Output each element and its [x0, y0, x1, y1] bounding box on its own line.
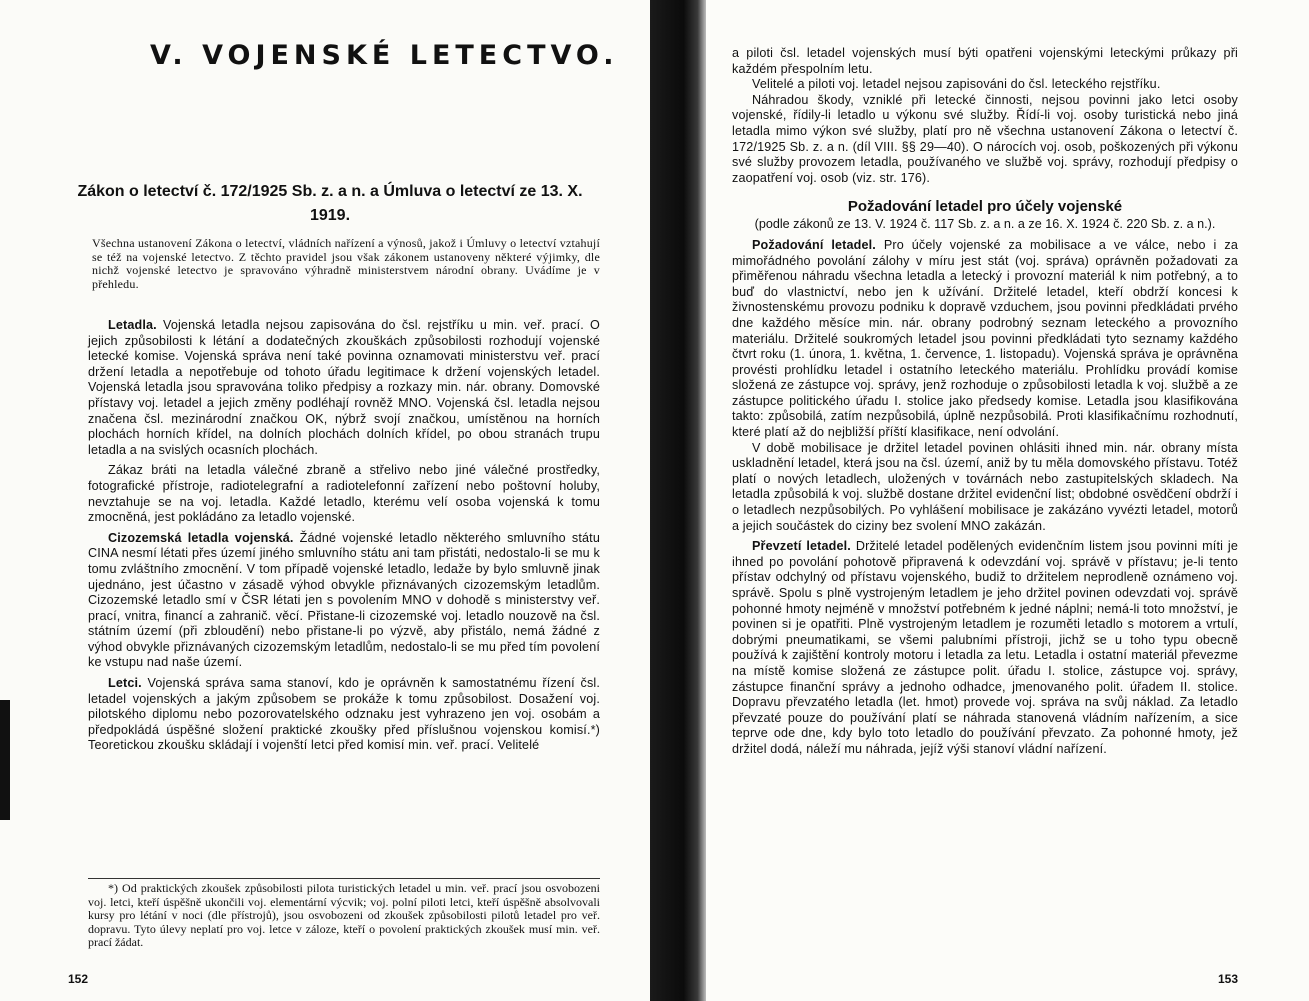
page-number-right: 153: [1218, 972, 1239, 986]
paragraph-lead: Letci.: [108, 676, 142, 691]
page-edge-mark: [0, 700, 10, 820]
paragraph-text: Vojenská letadla nejsou zapisována do čsl. rejstříku u min. veř. prací. O jejich způsobilosti k létání a dodatečných zkouškách způsobilosti rozhodují vojenské letecké komise. Vojenská správa není také povinna oznamovati ministerstvu veř. prací držení letadla a nepotřebuje od tohoto úřadu legitimace k držení vojenských letadel. Vojenská letadla jsou spravována toliko předpisy a rozkazy min. nár. obrany. Domovské přístavy voj. letadel a jejich změny podléhají rovněž MNO. Vojenská čsl. letadla nejsou značena čsl. mezinárodní značkou OK, nýbrž svojí značkou, umístěnou na horních plochách horních křídel, na dolních plochách dolních křídel, po obou stranách trupu letadla a na svislých ocasních plochách.: [88, 318, 600, 457]
chapter-title: V. VOJENSKÉ LETECTVO.: [150, 40, 619, 71]
book-spine: [650, 0, 706, 1001]
paragraph-text: V době mobilisace je držitel letadel povinen ohlásiti ihned min. nár. obrany místa uskladnění letadel, která jsou na čsl. území, aniž by tu měla domovského přístavu. Totéž platí o nových letadlech, uložených v továrnách nebo zastupitelských skladech. Na letadla způsobilá k voj. službě dostane držitel evidenční list; obdobné osvědčení obdrží i o letadlech nezpůsobilých. Po vyhlášení mobilisace je zakázáno vyvézti letadel, motorů a jejich součástek do ciziny bez svolení MNO zakázán.: [732, 440, 1238, 533]
paragraph-text: Pro účely vojenské za mobilisace a ve válce, nebo i za mimořádného povolání zálohy v míru jest stát (voj. správa) oprávněn požadovati za přiměřenou náhradu všechna letadla a letecký i provozní materiál k nim potřebný, a to buď do vlastnictví, nebo jen k užívání. Držitelé letadel, kteří obdrží koncesi k živnostenskému provozu podniku k dopravě vzduchem, jsou povinni předkládati prvého dne každého měsíce min. nár. obrany podrobný seznam leteckého a provozního materiálu. Držitelé soukromých letadel jsou povinni předkládati tyto seznamy každého čtvrt roku (1. února, 1. května, 1. července, 1. listopadu). Vojenská správa je oprávněna provésti prohlídku letadel i ostatního leteckého materiálu. Prohlídku provádí komise složená ze zástupce voj. správy, jenž rozhoduje o způsobilosti letadla k voj. službě a ze zástupce politického úřadu I. stolice jako předsedy komise. Letadla jsou klasifikována takto: způsobilá, zatím nezpůsobilá, úplně nezpůsobilá. Proti klasifikačnímu rozhodnutí, které platí až do nejbližší příští klasifikace, není odvolání.: [732, 237, 1238, 440]
intro-paragraph: Všechna ustanovení Zákona o letectví, vládních nařízení a výnosů, jakož i Úmluvy o letectví vztahují se též na vojenské letectvo. Z těchto pravidel jsou však zákonem ustanoveny některé výjimky, dle nichž vojenské letectvo je spravováno výhradně ministerstvem národní obrany. Uvádíme je v přehledu.: [92, 236, 600, 291]
paragraph-text: Zákaz bráti na letadla válečné zbraně a střelivo nebo jiné válečné prostředky, fotografické přístroje, radiotelegrafní a radiotelefonní zařízení nebo poštovní holuby, nevztahuje se na voj. letadla. Každé letadlo, kterému velí osoba vojenská k tomu zmocněná, jest pokládáno za letadlo vojenské.: [88, 463, 600, 525]
footnote-text: *) Od praktických zkoušek způsobilosti pilota turistických letadel u min. veř. prací jsou osvobozeni voj. letci, kteří úspěšně ukončili voj. elementární výcvik; voj. polní piloti letci, kteří úspěšně absolvovali kursy pro létání v noci (dle přístrojů), jsou osvobozeni od zkoušek způsobilosti pilotů letadel pro veř. dopravu. Tyto úlevy neplatí pro voj. letce v záloze, kteří o povolení praktických zkoušek musí min. veř. prací žádat.: [88, 881, 600, 950]
left-page: [0, 0, 650, 1001]
paragraph-cizozemska: [88, 531, 600, 671]
law-heading: Zákon o letectví č. 172/1925 Sb. z. a n. a Úmluva o letectví ze 13. X. 1919.: [77, 183, 583, 224]
paragraph-lead: Požadování letadel.: [752, 237, 876, 252]
left-body: [88, 318, 600, 754]
paragraph-text: Držitelé letadel podělených evidenčním listem jsou povinni míti je ihned po povolání pohotově připravená k odevzdání voj. správě v přístavu; je-li tento přístav odchylný od přístavu vojenského, budiž to držitelem neprodleně oznámeno voj. správě. Spolu s plně vystrojeným letadlem je jeho držitel povinen odevzdati voj. správě pohonné hmoty nejméně v množství potřebném k jedné náplni; nemá-li toto množství, je povinen si je opatřiti. Plně vystrojeným letadlem je rozuměti letadlo s motorem a vrtulí, dobrými pneumatikami, se všemi palubními přístroji, jichž se u toho typu obecně používá k zajištění kontroly motoru i letadla za letu. Letadla i ostatní materiál převezme na místě komise složená ze zástupce polit. úřadu I. stolice, zástupce voj. správy, zástupce finanční správy a jednoho odhadce, jmenovaného polit. úřadem II. stolice. Dopravu převzatého letadla (let. hmot) provede voj. správa na svůj náklad. Za letadlo převzaté pouze do používání platí se náhrada stanovená vládním nařízením, a sice teprve ode dne, kdy bylo toto letadlo do používání převzato. Za pohonné hmoty, jež držitel dodá, náleží mu náhrada, jejíž výši stanoví vládní nařízení.: [732, 539, 1239, 756]
section-subtitle: (podle zákonů ze 13. V. 1924 č. 117 Sb. z. a n. a ze 16. X. 1924 č. 220 Sb. z. a n.).: [754, 217, 1216, 232]
paragraph-prevzeti: [732, 539, 1238, 757]
paragraph-text: Vojenská správa sama stanoví, kdo je oprávněn k samostatnému řízení čsl. letadel vojenských a jakým způsobem se prokáže k tomu způsobilost. Dosažení voj. pilotského diplomu nebo pozorovatelského odznaku jest vyhrazeno jen voj. osobám a předpokládá úspěšné složení praktické zkoušky před příslušnou vojenskou komisí.*) Teoretickou zkoušku skládají i vojenští letci před komisí min. veř. prací. Velitelé: [88, 676, 600, 753]
paragraph-lead: Cizozemská letadla vojenská.: [108, 530, 294, 545]
paragraph-mobilisace: [732, 441, 1238, 535]
footnote: [88, 878, 600, 950]
paragraph-nahrada: Náhradou škody, vzniklé při letecké činnosti, nejsou povinni jako letci osoby vojenské, řídily-li letadlo u výkonu své služby. Řídí-li voj. osoby turistická nebo jiná letadla mimo výkon své služby, platí pro ně všechna ustanovení Zákona o letectví č. 172/1925 Sb. z. a n. (díl VIII. §§ 29—40). O nárocích voj. osob, poškozených při výkonu své služby provozem letadla, používaného ve službě voj. správy, rozhodují předpisy o zaopatření voj. osob (viz. str. 176).: [732, 92, 1238, 185]
right-body: [732, 46, 1238, 758]
paragraph-letci: [88, 676, 600, 754]
paragraph-velitele: Velitelé a piloti voj. letadel nejsou zapisováni do čsl. leteckého rejstříku.: [752, 77, 1161, 92]
continuation-paragraph: a piloti čsl. letadel vojenských musí býti opatřeni vojenskými leteckými průkazy při každém přespolním letu.: [732, 46, 1238, 76]
paragraph-lead: Převzetí letadel.: [752, 539, 851, 554]
section-title: Požadování letadel pro účely vojenské: [847, 198, 1123, 216]
paragraph-letadla: [88, 318, 600, 458]
page-number-left: 152: [68, 972, 89, 986]
paragraph-zakaz: [88, 463, 600, 525]
paragraph-pozadovani: [732, 238, 1238, 441]
paragraph-lead: Letadla.: [108, 318, 157, 332]
paragraph-text: Žádné vojenské letadlo některého smluvního státu CINA nesmí létati přes území jiného smluvního státu ani tam přistáti, nedostalo-li se mu k tomu zvláštního zmocnění. V tom případě vojenské letadlo, ledaže by bylo smluvně jinak ujednáno, jest účastno v zásadě výhod obvykle přiznávaných cizozemským letadlům. Cizozemské letadlo smí v ČSR létati jen s povolením MNO v dohodě s ministerstvy veř. prací, vnitra, financí a zahranič. věcí. Přistane-li cizozemské voj. letadlo nouzově na čsl. státním území (při zbloudění) nebo přistane-li po výzvě, aby přistálo, nemá žádné z výhod obvykle přiznávaných cizozemským letadlům, nedostalo-li se mu před tím povolení ke vstupu nad naše území.: [88, 530, 600, 670]
